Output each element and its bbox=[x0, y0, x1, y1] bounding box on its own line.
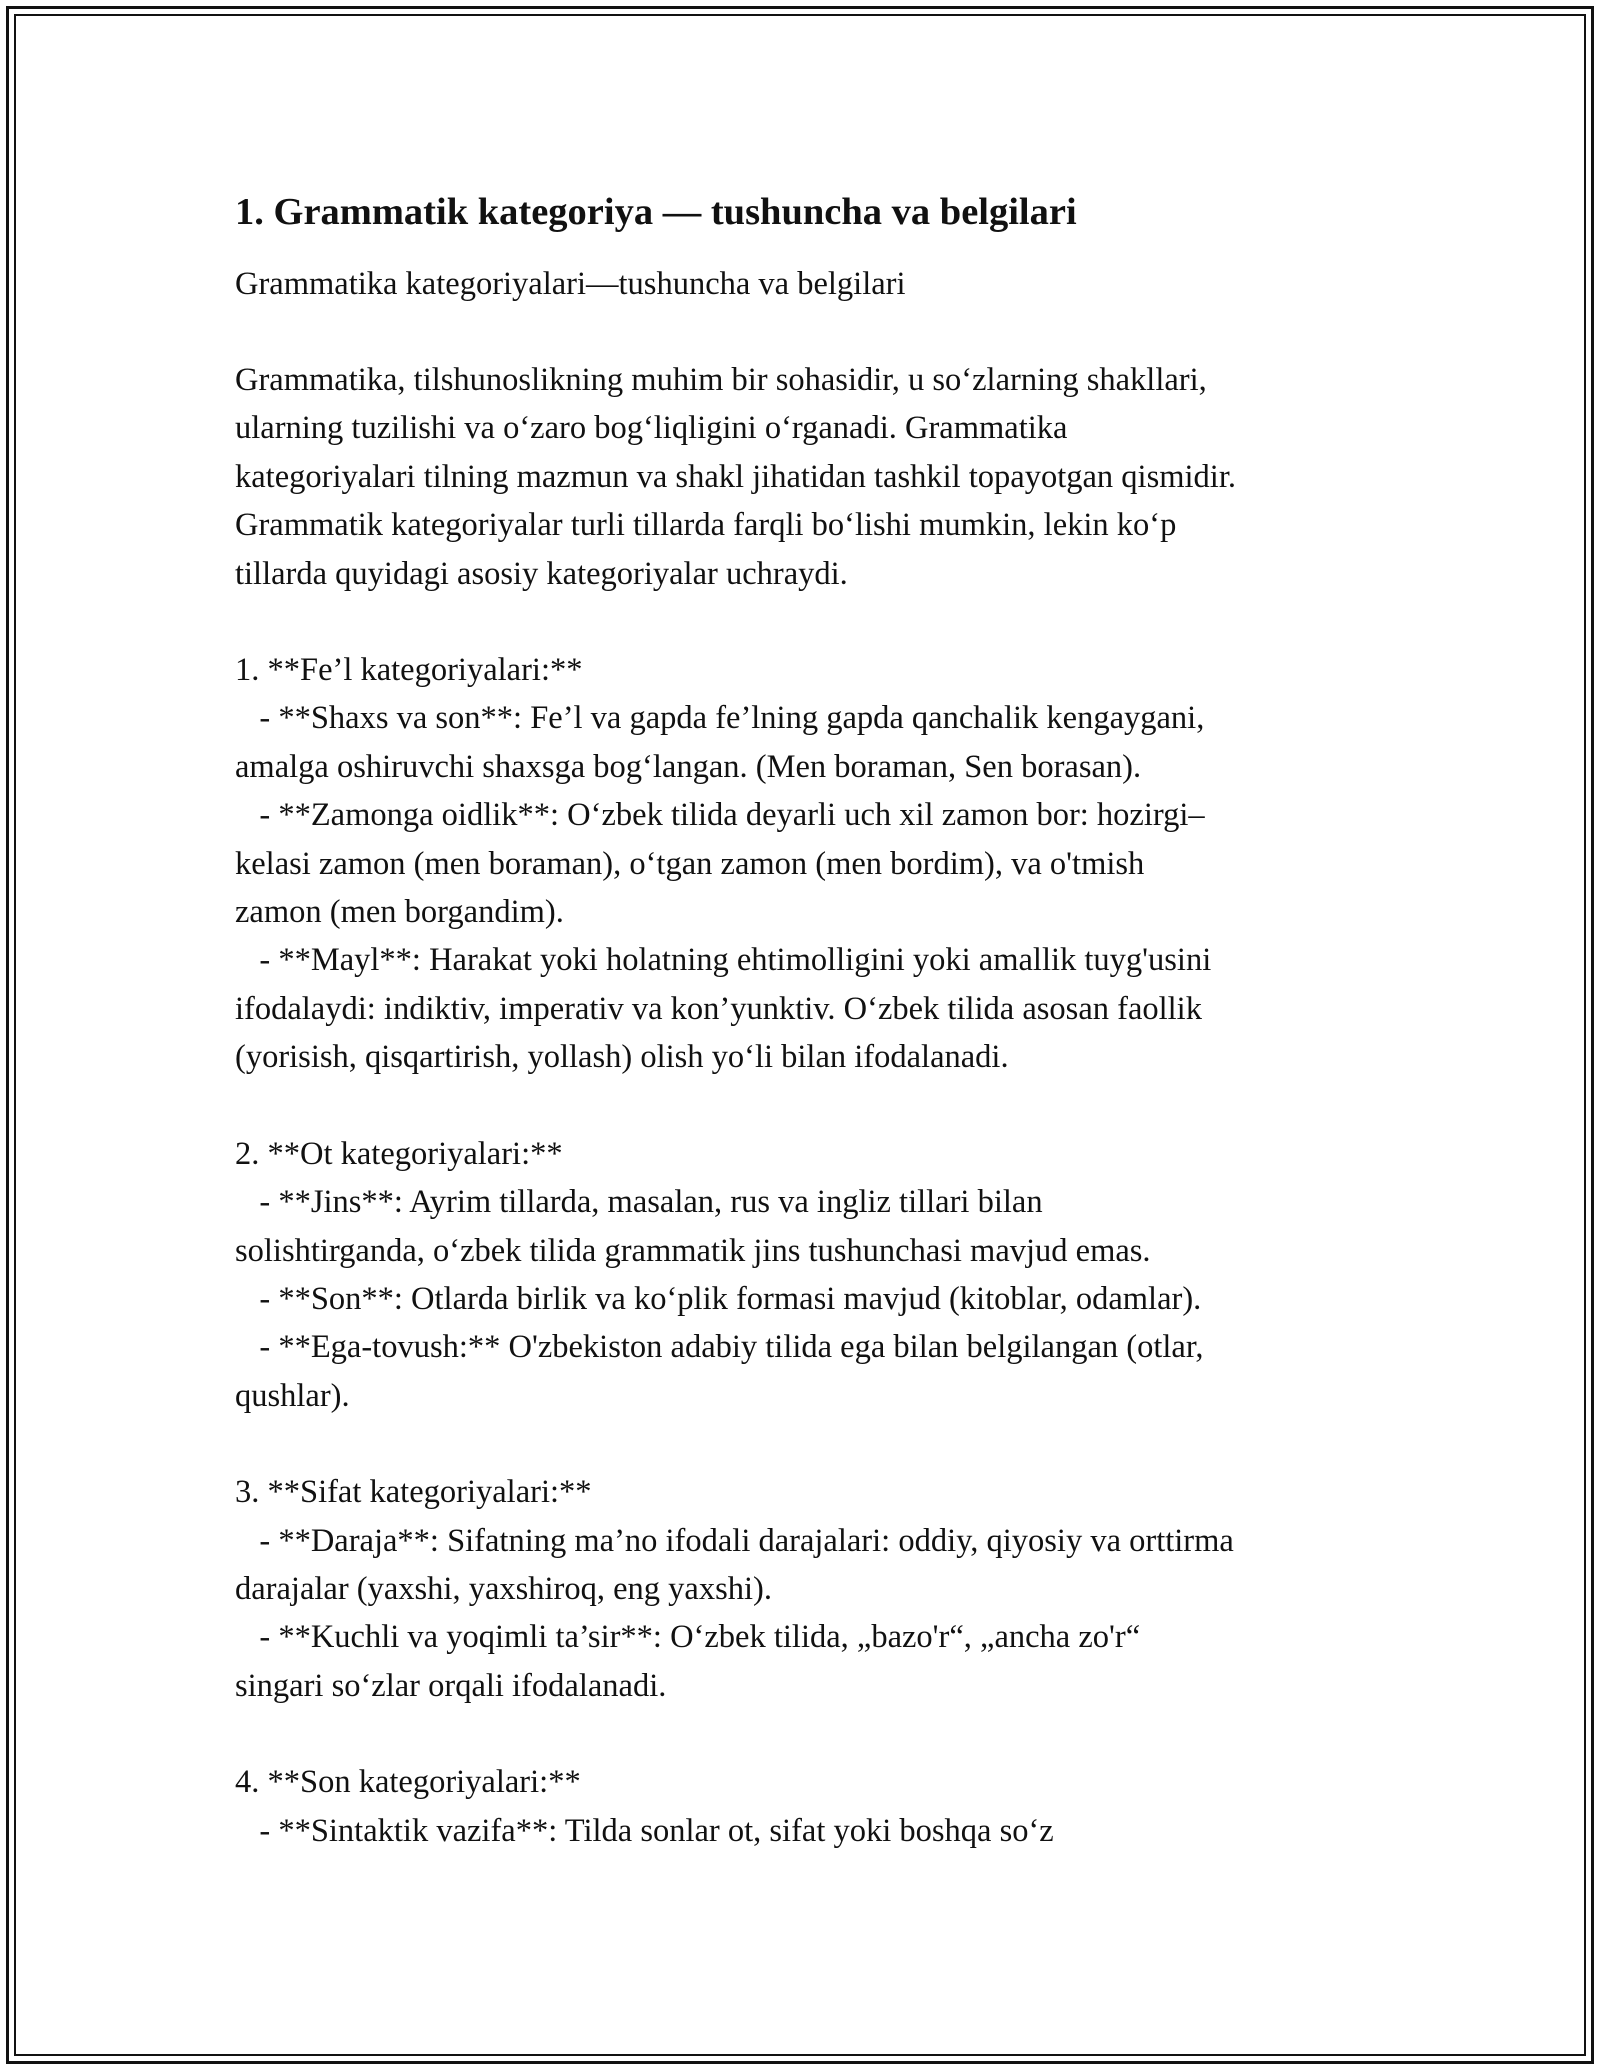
section-title: 3. **Sifat kategoriyalari:** bbox=[235, 1474, 592, 1511]
section-noun-categories bbox=[235, 1130, 1395, 1420]
text-line: - **Daraja**: Sifatning ma’no ifodali darajalari: oddiy, qiyosiy va orttirma bbox=[235, 1522, 1234, 1559]
section-title: 1. **Fe’l kategoriyalari:** bbox=[235, 652, 583, 689]
text-line: (yorisish, qisqartirish, yollash) olish yo‘li bilan ifodalanadi. bbox=[235, 1039, 1009, 1076]
text-line: - **Kuchli va yoqimli ta’sir**: O‘zbek tilida, „bazo'r“, „ancha zo'r“ bbox=[235, 1619, 1141, 1656]
text-line: ifodalaydi: indiktiv, imperativ va kon’yunktiv. O‘zbek tilida asosan faollik bbox=[235, 990, 1202, 1027]
text-line: - **Shaxs va son**: Fe’l va gapda fe’lning gapda qanchalik kengaygani, bbox=[235, 700, 1205, 737]
section-numeral-categories bbox=[235, 1758, 1395, 1855]
text-line: amalga oshiruvchi shaxsga bog‘langan. (Men boraman, Sen borasan). bbox=[235, 748, 1142, 785]
text-line: darajalar (yaxshi, yaxshiroq, eng yaxshi). bbox=[235, 1570, 772, 1607]
text-line: - **Son**: Otlarda birlik va ko‘plik formasi mavjud (kitoblar, odamlar). bbox=[235, 1280, 1202, 1317]
text-line: - **Ega-tovush:** O'zbekiston adabiy tilida ega bilan belgilangan (otlar, bbox=[235, 1329, 1204, 1366]
text-line: - **Mayl**: Harakat yoki holatning ehtimolligini yoki amallik tuyg'usini bbox=[235, 942, 1212, 979]
text-line: qushlar). bbox=[235, 1377, 350, 1414]
document-body bbox=[235, 188, 1395, 1855]
text-line: kategoriyalari tilning mazmun va shakl jihatidan tashkil topayotgan qismidir. bbox=[235, 458, 1236, 495]
text-line: kelasi zamon (men boraman), o‘tgan zamon (men bordim), va o'tmish bbox=[235, 845, 1145, 882]
document-subtitle: Grammatika kategoriyalari—tushuncha va belgilari bbox=[235, 266, 906, 302]
section-title: 4. **Son kategoriyalari:** bbox=[235, 1764, 581, 1801]
text-line: ularning tuzilishi va o‘zaro bog‘liqligini o‘rganadi. Grammatika bbox=[235, 410, 1068, 447]
section-title: 2. **Ot kategoriyalari:** bbox=[235, 1135, 563, 1172]
text-line: tillarda quyidagi asosiy kategoriyalar uchraydi. bbox=[235, 555, 848, 592]
section-verb-categories bbox=[235, 646, 1395, 1082]
text-line: singari so‘zlar orqali ifodalanadi. bbox=[235, 1667, 667, 1704]
text-line: zamon (men borgandim). bbox=[235, 894, 564, 931]
text-line: - **Zamonga oidlik**: O‘zbek tilida deyarli uch xil zamon bor: hozirgi– bbox=[235, 797, 1205, 834]
paragraph-intro bbox=[235, 356, 1395, 598]
text-line: Grammatik kategoriyalar turli tillarda farqli bo‘lishi mumkin, lekin ko‘p bbox=[235, 507, 1177, 544]
text-line: solishtirganda, o‘zbek tilida grammatik jins tushunchasi mavjud emas. bbox=[235, 1232, 1151, 1269]
section-adjective-categories bbox=[235, 1468, 1395, 1710]
text-line: Grammatika, tilshunoslikning muhim bir sohasidir, u so‘zlarning shakllari, bbox=[235, 362, 1207, 398]
text-line: - **Jins**: Ayrim tillarda, masalan, rus va ingliz tillari bilan bbox=[235, 1184, 1043, 1221]
document-heading: 1. Grammatik kategoriya — tushuncha va belgilari bbox=[235, 191, 1077, 233]
text-line: - **Sintaktik vazifa**: Tilda sonlar ot, sifat yoki boshqa so‘z bbox=[235, 1812, 1054, 1849]
